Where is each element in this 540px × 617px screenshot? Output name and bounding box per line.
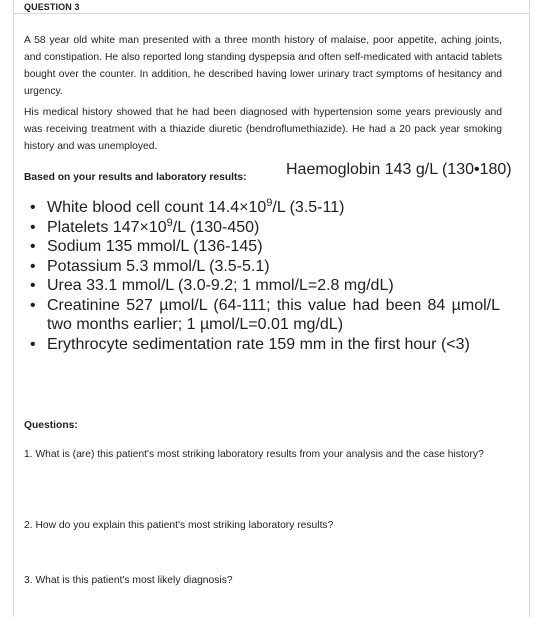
bullet-icon: • xyxy=(30,335,36,353)
results-label: Based on your results and laboratory results: xyxy=(24,172,247,183)
bullet-icon: • xyxy=(30,277,36,294)
list-item: • Creatinine 527 µmol/L (64-111; this value had been 84 µmol/L two months earlier; 1 µmol/L=0.01 mg/dL) xyxy=(30,296,500,333)
bullet-icon: • xyxy=(30,296,36,314)
case-paragraph-1: A 58 year old white man presented with a three month history of malaise, poor appetite, aching joints, and constipation. He also reported long standing dyspepsia and often self-medicated with antacid tablets bought over the counter. In addition, he described having lower urinary tract symptoms of hesitancy and urgency. xyxy=(24,35,502,97)
bullet-icon: • xyxy=(30,257,36,275)
list-item: • Urea 33.1 mmol/L (3.0-9.2; 1 mmol/L=2.8 mg/dL) xyxy=(30,277,394,294)
header-divider xyxy=(13,13,530,14)
bullet-icon: • xyxy=(30,218,36,236)
question-3: 3. What is this patient's most likely diagnosis? xyxy=(24,575,233,586)
question-1: 1. What is (are) this patient's most striking laboratory results from your analysis and the case history? xyxy=(24,449,484,460)
list-item: • Potassium 5.3 mmol/L (3.5-5.1) xyxy=(30,257,270,275)
case-paragraph-2: His medical history showed that he had been diagnosed with hypertension some years previously and was receiving treatment with a thiazide diuretic (bendroflumethiazide). He had a 20 pack year smoking history and was unemployed. xyxy=(24,107,502,152)
bullet-icon: • xyxy=(30,199,36,216)
list-item: • White blood cell count $14.4\times 10^9/L$ (3.5-11) xyxy=(30,197,345,216)
question-title: QUESTION 3 xyxy=(24,2,80,12)
haemoglobin-result: Haemoglobin 143 g/L (130•180) xyxy=(286,161,512,178)
list-item: • Erythrocyte sedimentation rate 159 mm in the first hour (<3) xyxy=(30,335,470,353)
bullet-icon: • xyxy=(30,238,36,255)
questions-label: Questions: xyxy=(24,420,78,431)
list-item: • Platelets $147\times 10^9/L$ (130-450) xyxy=(30,216,260,236)
question-2: 2. How do you explain this patient's most striking laboratory results? xyxy=(24,520,334,531)
list-item: • Sodium 135 mmol/L (136-145) xyxy=(30,238,263,255)
lab-results-list xyxy=(30,198,500,354)
